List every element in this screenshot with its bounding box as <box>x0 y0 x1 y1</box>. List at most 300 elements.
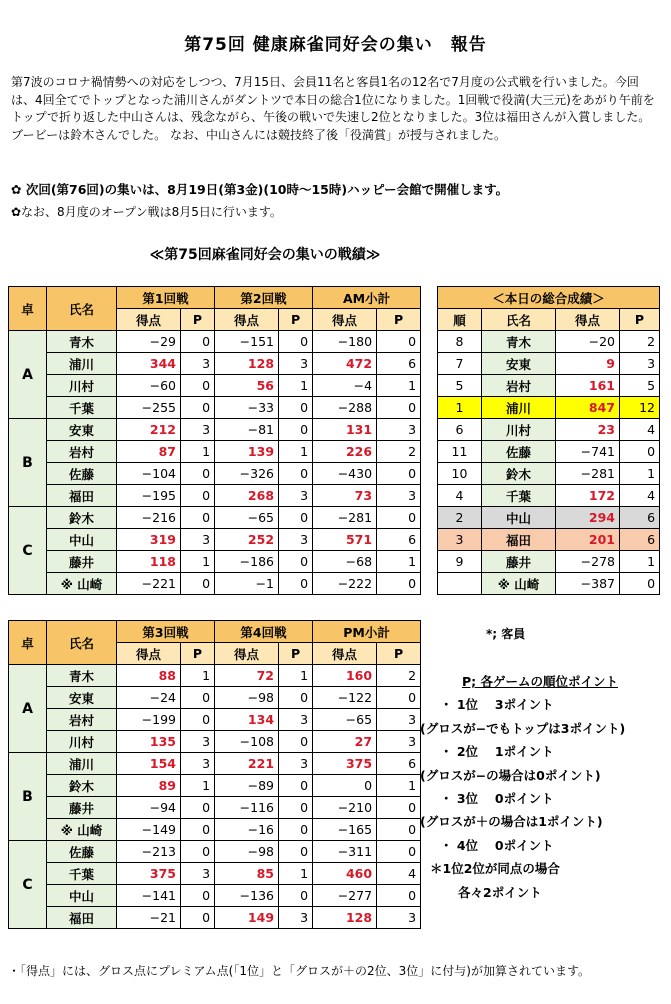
table-row <box>438 353 660 375</box>
score-cell: 9 <box>556 353 620 375</box>
player-name: 中山 <box>47 885 117 907</box>
point-cell: 0 <box>279 507 313 529</box>
point-cell: 1 <box>279 665 313 687</box>
score-cell: 161 <box>556 375 620 397</box>
score-cell: −68 <box>313 551 377 573</box>
score-cell: −216 <box>117 507 181 529</box>
point-cell: 0 <box>181 885 215 907</box>
table-row <box>9 797 421 819</box>
rank-cell: 6 <box>438 419 482 441</box>
score-cell: 134 <box>215 709 279 731</box>
point-cell: 1 <box>181 441 215 463</box>
legend-line: (グロスが＋の場合は1ポイント) <box>420 814 603 830</box>
score-cell: −33 <box>215 397 279 419</box>
point-cell: 0 <box>377 573 421 595</box>
table-row <box>438 375 660 397</box>
point-cell: 0 <box>181 841 215 863</box>
score-cell: 56 <box>215 375 279 397</box>
score-cell: 460 <box>313 863 377 885</box>
footnote: ・「得点」には、グロス点にプレミアム点(「1位」と「グロスが＋の2位、3位」に付与)が加算されています。 <box>8 964 590 978</box>
point-cell: 6 <box>377 753 421 775</box>
table-row <box>438 397 660 419</box>
rank-cell: 8 <box>438 331 482 353</box>
player-name: 中山 <box>482 507 556 529</box>
points-legend <box>420 670 660 904</box>
score-cell: 27 <box>313 731 377 753</box>
player-name: 千葉 <box>482 485 556 507</box>
point-cell: 6 <box>620 529 660 551</box>
score-cell: −65 <box>313 709 377 731</box>
score-cell: −288 <box>313 397 377 419</box>
rank-cell: 7 <box>438 353 482 375</box>
table-label: B <box>9 419 47 507</box>
player-name: ※ 山崎 <box>47 573 117 595</box>
score-cell: −195 <box>117 485 181 507</box>
table-row <box>9 507 421 529</box>
score-cell: 212 <box>117 419 181 441</box>
rank-cell: 5 <box>438 375 482 397</box>
point-cell: 0 <box>181 397 215 419</box>
score-cell: −29 <box>117 331 181 353</box>
player-name: 浦川 <box>47 753 117 775</box>
score-cell: −222 <box>313 573 377 595</box>
score-cell: 172 <box>556 485 620 507</box>
score-cell: 226 <box>313 441 377 463</box>
table-row <box>438 463 660 485</box>
score-cell: 135 <box>117 731 181 753</box>
player-name: 浦川 <box>482 397 556 419</box>
score-cell: −210 <box>313 797 377 819</box>
score-cell: −98 <box>215 687 279 709</box>
point-cell: 6 <box>377 529 421 551</box>
player-name: 安東 <box>47 687 117 709</box>
score-cell: −108 <box>215 731 279 753</box>
point-cell: 0 <box>181 507 215 529</box>
point-cell: 3 <box>181 863 215 885</box>
point-cell: 3 <box>377 907 421 929</box>
point-cell: 1 <box>620 551 660 573</box>
point-cell: 0 <box>181 463 215 485</box>
table-label: A <box>9 331 47 419</box>
player-name: 安東 <box>47 419 117 441</box>
player-name: 鈴木 <box>482 463 556 485</box>
next-meeting-notice: ✿ 次回(第76回)の集いは、8月19日(第3金)(10時～15時)ハッピー会館で開催します。 <box>11 182 509 197</box>
score-cell: 201 <box>556 529 620 551</box>
point-cell: 1 <box>620 463 660 485</box>
point-cell: 0 <box>181 907 215 929</box>
table-row <box>9 441 421 463</box>
score-cell: 139 <box>215 441 279 463</box>
point-cell: 5 <box>620 375 660 397</box>
point-cell: 1 <box>279 441 313 463</box>
score-cell: −149 <box>117 819 181 841</box>
score-cell: −186 <box>215 551 279 573</box>
score-cell: 847 <box>556 397 620 419</box>
header-score: 得点 <box>215 309 279 331</box>
point-cell: 3 <box>377 709 421 731</box>
point-cell: 3 <box>279 485 313 507</box>
player-name: 中山 <box>47 529 117 551</box>
legend-title: P; 各ゲームの順位ポイント <box>461 674 618 689</box>
player-name: 安東 <box>482 353 556 375</box>
point-cell: 0 <box>377 507 421 529</box>
player-name: 佐藤 <box>482 441 556 463</box>
point-cell: 0 <box>377 331 421 353</box>
score-cell: −281 <box>556 463 620 485</box>
player-name: ※ 山崎 <box>47 819 117 841</box>
point-cell: 0 <box>279 885 313 907</box>
player-name: ※ 山崎 <box>482 573 556 595</box>
point-cell: 1 <box>181 775 215 797</box>
point-cell: 0 <box>181 709 215 731</box>
point-cell: 2 <box>377 441 421 463</box>
point-cell: 3 <box>279 907 313 929</box>
score-cell: −255 <box>117 397 181 419</box>
legend-line: ・ 2位 1ポイント <box>440 744 554 760</box>
point-cell: 3 <box>620 353 660 375</box>
score-cell: 149 <box>215 907 279 929</box>
rank-cell: 11 <box>438 441 482 463</box>
header-score: 得点 <box>313 309 377 331</box>
point-cell: 3 <box>181 529 215 551</box>
score-cell: −20 <box>556 331 620 353</box>
legend-line: ・ 3位 0ポイント <box>440 790 554 806</box>
table-row <box>9 753 421 775</box>
player-name: 川村 <box>47 375 117 397</box>
rank-cell: 2 <box>438 507 482 529</box>
point-cell: 4 <box>620 485 660 507</box>
player-name: 藤井 <box>47 797 117 819</box>
point-cell: 0 <box>377 885 421 907</box>
point-cell: 4 <box>377 863 421 885</box>
point-cell: 0 <box>279 463 313 485</box>
point-cell: 0 <box>279 731 313 753</box>
legend-line: (グロスが−でもトップは3ポイント) <box>420 720 626 736</box>
table-row <box>9 885 421 907</box>
table-row <box>9 709 421 731</box>
score-cell: 72 <box>215 665 279 687</box>
point-cell: 0 <box>377 819 421 841</box>
score-cell: 375 <box>117 863 181 885</box>
header-score: 得点 <box>556 309 620 331</box>
header-name: 氏名 <box>47 621 117 665</box>
table-label: C <box>9 841 47 929</box>
player-name: 千葉 <box>47 863 117 885</box>
header-subtotal: AM小計 <box>313 287 421 309</box>
player-name: 千葉 <box>47 397 117 419</box>
results-title: ≪第75回麻雀同好会の集いの戦績≫ <box>149 247 381 263</box>
score-cell: 118 <box>117 551 181 573</box>
table-row <box>9 485 421 507</box>
player-name: 青木 <box>47 331 117 353</box>
table-row <box>9 665 421 687</box>
pm-results-table <box>8 620 421 929</box>
header-point: P <box>279 643 313 665</box>
score-cell: 571 <box>313 529 377 551</box>
report-paragraph: 第7波のコロナ禍情勢への対応をしつつ、7月15日、会員11名と客員1名の12名で7月度の公式戦を行いました。今回は、4回全てでトップとなった浦川さんがダントツで本日の総合1位になりました。1回戦で役満(大三元)をあがり午前をトップで折り返した中山さんは、残念ながら、午後の戦いで失速し2位となりました。3位は福田さんが入賞しました。ブービーは鈴木さんでした。 なお、中山さんには競技終了後「役満賞」が授与されました。 <box>11 75 655 142</box>
score-cell: −21 <box>117 907 181 929</box>
score-cell: −122 <box>313 687 377 709</box>
player-name: 福田 <box>47 907 117 929</box>
point-cell: 0 <box>279 331 313 353</box>
table-row <box>9 907 421 929</box>
point-cell: 0 <box>279 841 313 863</box>
player-name: 鈴木 <box>47 507 117 529</box>
score-cell: −1 <box>215 573 279 595</box>
score-cell: −89 <box>215 775 279 797</box>
player-name: 川村 <box>47 731 117 753</box>
point-cell: 3 <box>181 731 215 753</box>
table-row <box>9 353 421 375</box>
table-row <box>438 441 660 463</box>
point-cell: 0 <box>181 687 215 709</box>
score-cell: −741 <box>556 441 620 463</box>
score-cell: 160 <box>313 665 377 687</box>
header-point: P <box>377 643 421 665</box>
point-cell: 3 <box>377 485 421 507</box>
point-cell: 0 <box>181 331 215 353</box>
point-cell: 0 <box>279 797 313 819</box>
point-cell: 6 <box>620 507 660 529</box>
point-cell: 0 <box>181 819 215 841</box>
legend-line: (グロスが−の場合は0ポイント) <box>420 767 601 783</box>
header-score: 得点 <box>117 309 181 331</box>
score-cell: 221 <box>215 753 279 775</box>
header-rank: 順 <box>438 309 482 331</box>
table-row <box>438 573 660 595</box>
score-cell: −60 <box>117 375 181 397</box>
rank-cell: 10 <box>438 463 482 485</box>
score-cell: −94 <box>117 797 181 819</box>
point-cell: 3 <box>279 529 313 551</box>
table-row <box>9 463 421 485</box>
score-cell: 154 <box>117 753 181 775</box>
header-point: P <box>279 309 313 331</box>
score-cell: −281 <box>313 507 377 529</box>
point-cell: 1 <box>181 551 215 573</box>
legend-line: ・ 1位 3ポイント <box>440 697 554 713</box>
score-cell: −221 <box>117 573 181 595</box>
score-cell: −141 <box>117 885 181 907</box>
player-name: 佐藤 <box>47 841 117 863</box>
header-table: 卓 <box>9 287 47 331</box>
score-cell: 131 <box>313 419 377 441</box>
score-cell: −104 <box>117 463 181 485</box>
point-cell: 2 <box>377 665 421 687</box>
rank-cell <box>438 573 482 595</box>
table-row <box>9 863 421 885</box>
point-cell: 0 <box>377 687 421 709</box>
point-cell: 1 <box>279 863 313 885</box>
table-row <box>9 419 421 441</box>
point-cell: 3 <box>279 709 313 731</box>
point-cell: 3 <box>181 753 215 775</box>
open-match-notice: ✿なお、8月度のオープン戦は8月5日に行います。 <box>11 205 282 219</box>
point-cell: 6 <box>377 353 421 375</box>
player-name: 青木 <box>482 331 556 353</box>
score-cell: −387 <box>556 573 620 595</box>
header-score: 得点 <box>313 643 377 665</box>
rank-cell: 9 <box>438 551 482 573</box>
score-cell: −136 <box>215 885 279 907</box>
point-cell: 0 <box>181 485 215 507</box>
overall-title: ＜本日の総合成績＞ <box>438 287 660 309</box>
point-cell: 0 <box>181 375 215 397</box>
score-cell: −199 <box>117 709 181 731</box>
score-cell: 23 <box>556 419 620 441</box>
score-cell: −65 <box>215 507 279 529</box>
overall-results-table <box>437 286 660 595</box>
table-row <box>9 551 421 573</box>
score-cell: −116 <box>215 797 279 819</box>
point-cell: 1 <box>377 551 421 573</box>
point-cell: 12 <box>620 397 660 419</box>
table-label: B <box>9 753 47 841</box>
table-row <box>438 507 660 529</box>
table-row <box>9 397 421 419</box>
score-cell: 73 <box>313 485 377 507</box>
point-cell: 0 <box>377 841 421 863</box>
point-cell: 1 <box>377 375 421 397</box>
table-row <box>438 331 660 353</box>
point-cell: 2 <box>620 331 660 353</box>
point-cell: 1 <box>181 665 215 687</box>
player-name: 藤井 <box>482 551 556 573</box>
player-name: 福田 <box>47 485 117 507</box>
point-cell: 0 <box>279 819 313 841</box>
score-cell: 128 <box>215 353 279 375</box>
table-row <box>9 731 421 753</box>
rank-cell: 1 <box>438 397 482 419</box>
score-cell: 89 <box>117 775 181 797</box>
table-row <box>9 687 421 709</box>
point-cell: 0 <box>620 573 660 595</box>
point-cell: 4 <box>620 419 660 441</box>
point-cell: 0 <box>377 397 421 419</box>
point-cell: 1 <box>279 375 313 397</box>
score-cell: 252 <box>215 529 279 551</box>
player-name: 岩村 <box>482 375 556 397</box>
point-cell: 0 <box>279 775 313 797</box>
score-cell: 87 <box>117 441 181 463</box>
table-row <box>9 841 421 863</box>
score-cell: 88 <box>117 665 181 687</box>
score-cell: 472 <box>313 353 377 375</box>
player-name: 岩村 <box>47 709 117 731</box>
point-cell: 1 <box>377 775 421 797</box>
table-row <box>9 775 421 797</box>
table-label: C <box>9 507 47 595</box>
point-cell: 0 <box>181 573 215 595</box>
point-cell: 0 <box>620 441 660 463</box>
score-cell: −180 <box>313 331 377 353</box>
player-name: 青木 <box>47 665 117 687</box>
score-cell: −16 <box>215 819 279 841</box>
header-point: P <box>181 309 215 331</box>
score-cell: −4 <box>313 375 377 397</box>
table-row <box>9 529 421 551</box>
score-cell: −24 <box>117 687 181 709</box>
score-cell: −311 <box>313 841 377 863</box>
score-cell: 375 <box>313 753 377 775</box>
score-cell: 128 <box>313 907 377 929</box>
header-name: 氏名 <box>47 287 117 331</box>
point-cell: 0 <box>279 419 313 441</box>
point-cell: 3 <box>377 731 421 753</box>
point-cell: 3 <box>279 353 313 375</box>
score-cell: −151 <box>215 331 279 353</box>
point-cell: 3 <box>279 753 313 775</box>
header-score: 得点 <box>215 643 279 665</box>
point-cell: 0 <box>279 397 313 419</box>
header-round2: 第2回戦 <box>215 287 313 309</box>
legend-line: ・ 4位 0ポイント <box>440 837 554 853</box>
player-name: 川村 <box>482 419 556 441</box>
score-cell: 294 <box>556 507 620 529</box>
score-cell: −278 <box>556 551 620 573</box>
point-cell: 0 <box>377 463 421 485</box>
page-title: 第75回 健康麻雀同好会の集い 報告 <box>184 35 487 55</box>
score-cell: 344 <box>117 353 181 375</box>
table-row <box>9 819 421 841</box>
player-name: 福田 <box>482 529 556 551</box>
player-name: 藤井 <box>47 551 117 573</box>
table-row <box>438 529 660 551</box>
point-cell: 0 <box>279 573 313 595</box>
header-name: 氏名 <box>482 309 556 331</box>
table-row <box>438 419 660 441</box>
guest-note: *; 客員 <box>486 627 526 641</box>
score-cell: −98 <box>215 841 279 863</box>
score-cell: −213 <box>117 841 181 863</box>
score-cell: −326 <box>215 463 279 485</box>
header-point: P <box>620 309 660 331</box>
player-name: 岩村 <box>47 441 117 463</box>
player-name: 佐藤 <box>47 463 117 485</box>
score-cell: −81 <box>215 419 279 441</box>
player-name: 浦川 <box>47 353 117 375</box>
rank-cell: 4 <box>438 485 482 507</box>
legend-line: ＊1位2位が同点の場合 <box>430 861 560 877</box>
header-score: 得点 <box>117 643 181 665</box>
point-cell: 0 <box>279 687 313 709</box>
score-cell: −277 <box>313 885 377 907</box>
table-row <box>9 331 421 353</box>
table-row <box>438 551 660 573</box>
header-round1: 第1回戦 <box>117 287 215 309</box>
rank-cell: 3 <box>438 529 482 551</box>
header-point: P <box>377 309 421 331</box>
score-cell: 319 <box>117 529 181 551</box>
header-point: P <box>181 643 215 665</box>
header-subtotal: PM小計 <box>313 621 421 643</box>
point-cell: 0 <box>279 551 313 573</box>
table-row <box>9 375 421 397</box>
header-round2: 第4回戦 <box>215 621 313 643</box>
score-cell: 0 <box>313 775 377 797</box>
point-cell: 3 <box>377 419 421 441</box>
table-row <box>438 485 660 507</box>
score-cell: 85 <box>215 863 279 885</box>
table-label: A <box>9 665 47 753</box>
player-name: 鈴木 <box>47 775 117 797</box>
legend-line: 各々2ポイント <box>458 884 542 900</box>
point-cell: 3 <box>181 353 215 375</box>
score-cell: 268 <box>215 485 279 507</box>
point-cell: 0 <box>181 797 215 819</box>
table-row <box>9 573 421 595</box>
header-round1: 第3回戦 <box>117 621 215 643</box>
